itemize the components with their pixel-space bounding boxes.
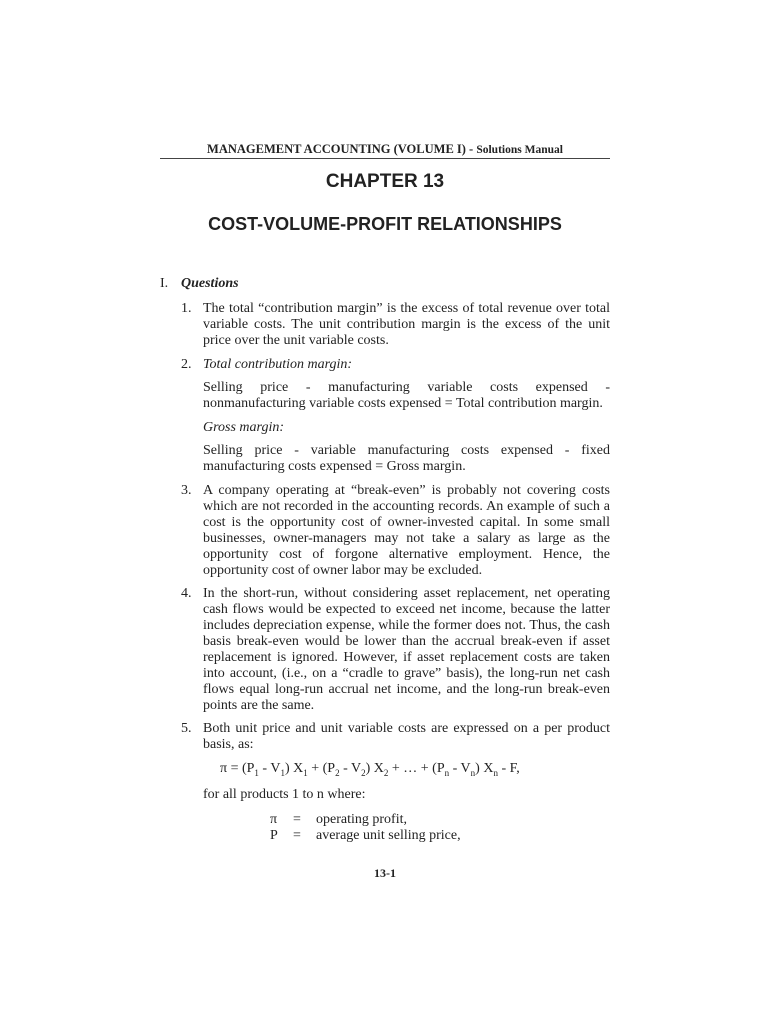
def-p-desc: average unit selling price, xyxy=(316,828,461,843)
def-pi-equals: = xyxy=(293,812,301,827)
q2-text-gross: Selling price - variable manufacturing costs expensed - fixed manufacturing costs expensed = Gross margin. xyxy=(203,443,610,474)
q1-number: 1. xyxy=(181,301,192,316)
section-number: I. xyxy=(160,276,169,291)
header-title: MANAGEMENT ACCOUNTING (VOLUME I) - xyxy=(207,142,474,156)
def-p-equals: = xyxy=(293,828,301,843)
q5-text: Both unit price and unit variable costs are expressed on a per product basis, as: xyxy=(203,721,610,752)
def-p-symbol: P xyxy=(270,828,278,843)
q3-text: A company operating at “break-even” is probably not covering costs which are not recorded in the accounting records. An example of such a cost is the opportunity cost of owner-invested capital. In some small businesses, owner-managers may not take a salary as large as the opportunity cost of forgone alternative employment. Hence, the opportunity cost of owner labor may be excluded. xyxy=(203,483,610,578)
chapter-number: CHAPTER 13 xyxy=(325,171,445,192)
def-pi-desc: operating profit, xyxy=(316,812,407,827)
q2-heading-gross: Gross margin: xyxy=(203,420,285,435)
q2-number: 2. xyxy=(181,357,192,372)
q2-text-contribution: Selling price - manufacturing variable costs expensed - nonmanufacturing variable costs expensed = Total contribution margin. xyxy=(203,380,610,411)
q5-after-text: for all products 1 to n where: xyxy=(203,787,366,802)
header-rule xyxy=(160,158,610,159)
q5-number: 5. xyxy=(181,721,192,736)
profit-formula: $\pi = (P_1 - V_1) X_1 + (P_2 - V_2) X_2$ + … + $(P_n - V_n)$ $X_n$ - F, xyxy=(220,761,520,778)
def-pi-symbol: π xyxy=(270,812,278,827)
q4-number: 4. xyxy=(181,586,192,601)
running-header xyxy=(160,142,610,157)
q2-heading-contribution: Total contribution margin: xyxy=(203,357,353,372)
q1-text: The total “contribution margin” is the excess of total revenue over total variable costs. The unit contribution margin is the excess of the unit price over the unit variable costs. xyxy=(203,301,610,348)
q4-text: In the short-run, without considering asset replacement, net operating cash flows would be expected to exceed net income, because the latter includes depreciation expense, while the former does not. Thus, the cash basis break-even would be lower than the accrual break-even if asset replacement is ignored. However, if asset replacement costs are taken into account, (i.e., on a “cradle to grave” basis), the long-run net cash flows equal long-run accrual net income, and the long-run break-even points are the same. xyxy=(203,586,610,713)
page-number: 13-1 xyxy=(374,866,396,880)
header-subtitle: Solutions Manual xyxy=(476,144,563,156)
chapter-title: COST-VOLUME-PROFIT RELATIONSHIPS xyxy=(208,214,562,234)
section-title: Questions xyxy=(181,276,239,291)
q3-number: 3. xyxy=(181,483,192,498)
